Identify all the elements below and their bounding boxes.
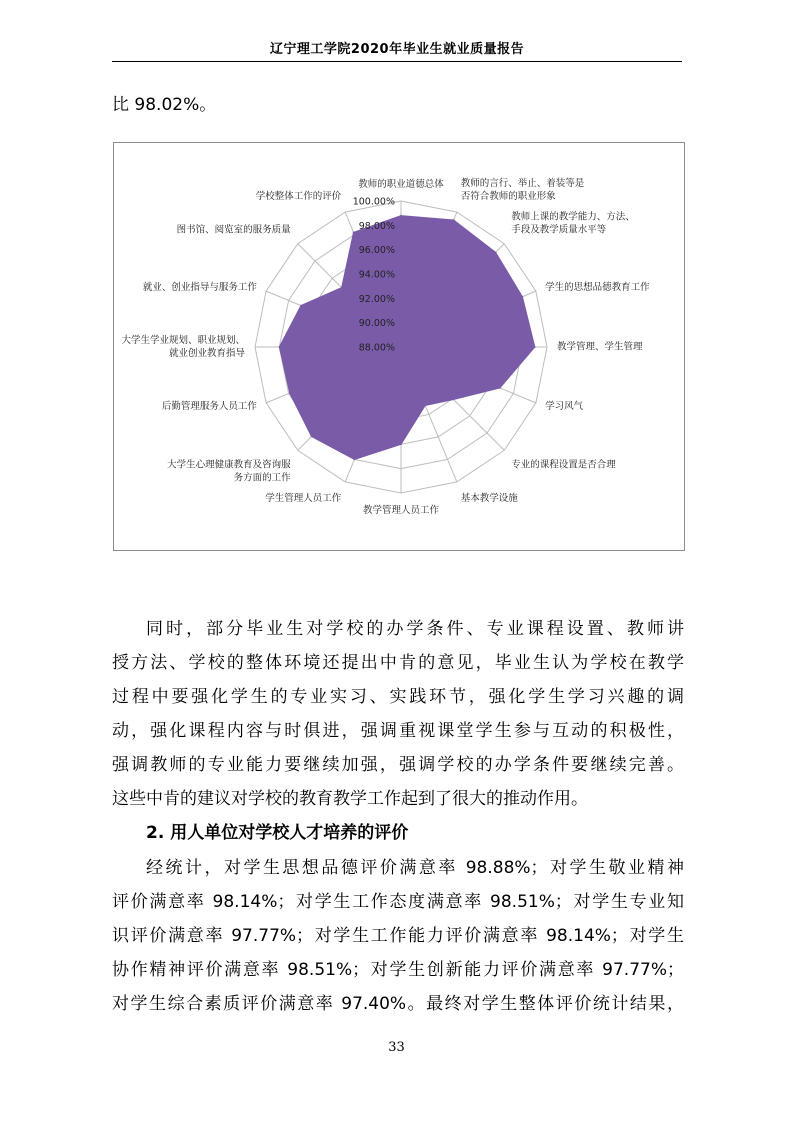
page-number: 33 — [388, 1040, 405, 1055]
data-point — [300, 305, 302, 307]
paragraph-line: 经统计，对学生思想品德评价满意率 98.88%；对学生敬业精神 — [146, 858, 684, 878]
category-label: 基本教学设施 — [460, 493, 518, 505]
tick-label: 96.00% — [358, 245, 395, 257]
paragraph-line: 识评价满意率 97.77%；对学生工作能力评价满意率 98.14%；对学生 — [112, 926, 684, 946]
category-label: 教学管理人员工作 — [362, 505, 440, 516]
data-point — [453, 399, 455, 401]
data-point — [289, 392, 291, 394]
category-label: 图书馆、阅览室的服务质量 — [176, 224, 291, 236]
category-label: 学生的思想品德教育工作 — [545, 281, 650, 293]
header-rule — [112, 61, 682, 62]
category-label: 教师的言行、举止、着装等是 — [460, 177, 585, 189]
tick-label: 98.00% — [358, 220, 395, 232]
page-header: 辽宁理工学院2020年毕业生就业质量报告 — [269, 42, 525, 57]
data-point — [400, 444, 402, 446]
category-label: 手段及教学质量水平等 — [511, 224, 607, 236]
category-label: 专业的课程设置是否合理 — [511, 459, 616, 471]
section-heading: 2. 用人单位对学校人才培养的评价 — [146, 823, 409, 843]
data-point — [495, 252, 497, 254]
data-point — [522, 296, 524, 298]
tick-label: 90.00% — [358, 318, 395, 330]
radar-chart — [113, 142, 685, 551]
tick-label: 88.00% — [358, 342, 395, 354]
category-label: 教师的职业道德总体 — [358, 179, 444, 190]
category-label: 教学管理、学生管理 — [557, 341, 643, 353]
paragraph-line: 过程中要强化学生的专业实习、实践环节，强化学生学习兴趣的调 — [112, 687, 684, 707]
data-point — [453, 219, 455, 221]
paragraph-line: 这些中肯的建议对学校的教育教学工作起到了很大的推动作用。 — [112, 789, 588, 809]
category-label: 务方面的工作 — [233, 472, 291, 484]
paragraph-line: 强调教师的专业能力要继续加强，强调学校的办学条件要继续完善。 — [112, 755, 684, 775]
data-point — [499, 387, 501, 389]
radar-chart-svg — [114, 143, 686, 552]
paragraph-line: 同时，部分毕业生对学校的办学条件、专业课程设置、教师讲 — [146, 619, 684, 639]
tick-label: 94.00% — [358, 269, 395, 281]
data-point — [424, 405, 426, 407]
category-label: 大学生学业规划、职业规划、 — [121, 335, 245, 346]
category-label: 教师上课的教学能力、方法、 — [511, 211, 635, 223]
category-label: 否符合教师的职业形象 — [460, 190, 556, 202]
paragraph-line: 授方法、学校的整体环境还提出中肯的意见，毕业生认为学校在教学 — [112, 653, 684, 673]
category-label: 就业创业教育指导 — [168, 348, 245, 359]
data-point — [279, 346, 281, 348]
paragraph-line: 对学生综合素质评价满意率 97.40%。最终对学生整体评价统计结果， — [112, 994, 684, 1014]
data-point — [353, 232, 355, 234]
category-label: 大学生心理健康教育及咨询服 — [167, 459, 291, 471]
data-point — [354, 459, 356, 461]
category-label: 学校整体工作的评价 — [255, 190, 342, 202]
category-label: 就业、创业指导与服务工作 — [142, 281, 257, 293]
top-text: 比 98.02%。 — [112, 95, 217, 115]
paragraph-line: 协作精神评价满意率 98.51%；对学生创新能力评价满意率 97.77%； — [112, 960, 684, 980]
category-label: 学生管理人员工作 — [265, 493, 342, 505]
data-point — [311, 436, 313, 438]
data-point — [400, 215, 402, 217]
data-point — [534, 346, 536, 348]
paragraph-line: 动，强化课程内容与时俱进，强调重视课堂学生参与互动的积极性， — [112, 721, 684, 741]
paragraph-line: 评价满意率 98.14%；对学生工作态度满意率 98.51%；对学生专业知 — [112, 892, 684, 912]
data-point — [341, 287, 343, 289]
tick-label: 92.00% — [358, 293, 395, 305]
tick-label: 100.00% — [352, 196, 395, 208]
category-label: 学习风气 — [545, 401, 584, 413]
category-label: 后勤管理服务人员工作 — [161, 401, 257, 413]
